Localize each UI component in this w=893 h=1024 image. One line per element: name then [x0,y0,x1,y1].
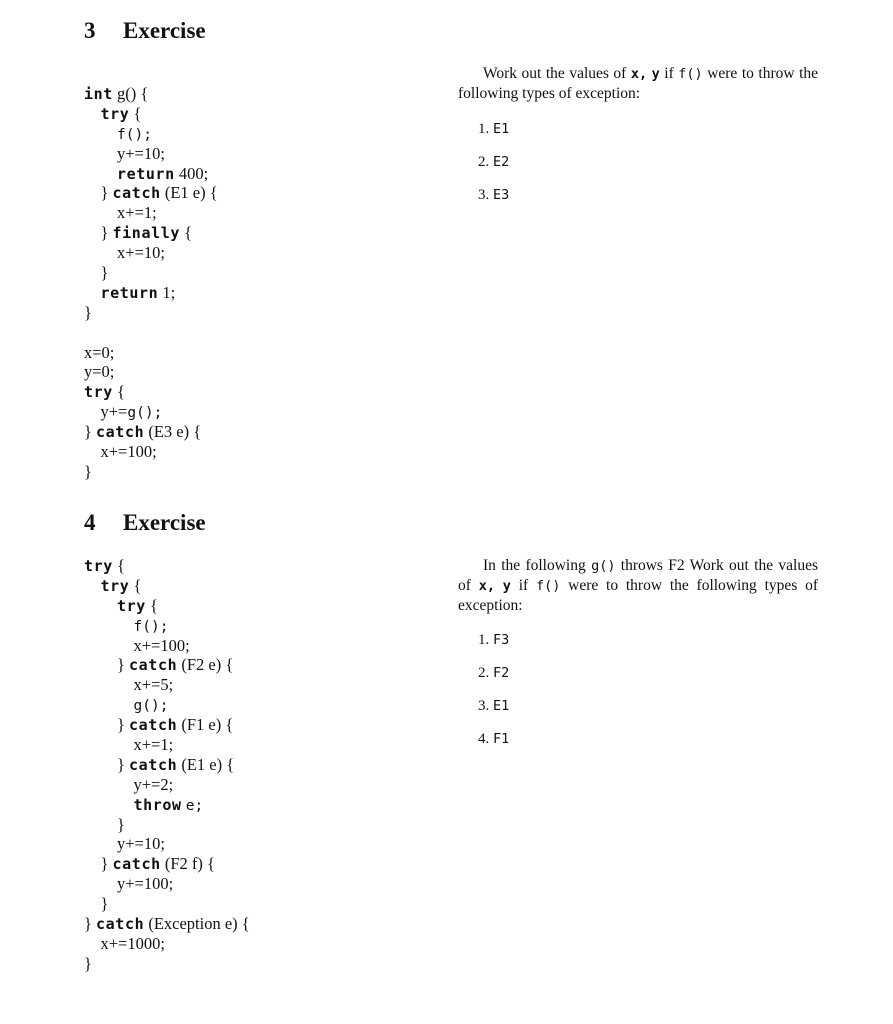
code-line [84,402,218,422]
code-token: x=0; [84,342,115,362]
code-keyword: int [84,85,113,103]
exception-type: E2 [493,154,510,170]
var-x: x, [630,66,648,82]
code-line [84,556,250,576]
exercise-3-options [478,121,509,220]
list-item [478,632,509,665]
code-keyword: finally [112,224,180,243]
code-line [84,263,218,283]
item-number: 2. [478,154,490,170]
code-keyword: try [84,383,113,402]
code-line [84,462,218,482]
code-line [84,894,250,914]
section-title: Exercise [123,18,206,43]
section-4-heading [84,510,206,536]
code-token: x+=100; [84,635,190,655]
prompt-text: were to throw the following types of exception: [458,65,819,102]
code-token [84,795,134,814]
code-line [84,422,218,442]
code-token: { [129,103,142,123]
code-line [84,775,250,795]
code-line [84,596,250,616]
code-line [84,695,250,715]
exception-type: E1 [493,121,510,137]
var-y: y [651,66,660,82]
code-line [84,164,218,184]
code-token: } [84,183,113,203]
code-keyword: try [84,557,113,575]
code-line [84,934,250,954]
prompt-text: In the following [483,557,592,574]
prompt-text: if [510,577,536,594]
code-token: x+=1; [84,735,174,755]
code-token: } [84,302,92,322]
var-y: y [502,578,511,594]
code-keyword: catch [129,656,178,675]
code-line [84,442,218,462]
code-token: } [84,422,97,442]
list-item [478,698,509,731]
item-number: 1. [478,121,490,137]
code-token: x+=1; [84,203,157,223]
code-token: (F2 e) { [177,655,234,675]
code-keyword: throw [133,795,182,814]
code-line [84,854,250,874]
code-line [84,834,250,854]
code-token [84,596,117,615]
code-token: (E1 e) { [160,183,218,203]
code-keyword: catch [112,184,161,203]
code-line [84,323,218,343]
code-line [84,655,250,675]
list-item [478,187,509,220]
code-token: } [84,655,130,675]
code-token: } [84,814,125,834]
code-token: 1; [158,282,176,302]
code-token: } [84,461,92,481]
code-token: (E3 e) { [144,422,202,442]
code-line [84,84,218,104]
code-line [84,183,218,203]
code-line [84,675,250,695]
code-token: } [84,223,113,243]
code-token: (Exception e) { [144,914,250,934]
code-token: y+=10; [84,834,165,854]
code-token: g(); [133,698,169,715]
code-token: y+=10; [84,143,165,163]
code-token [84,124,117,143]
code-token: (E1 e) { [177,754,235,774]
code-token: 400; [174,163,209,183]
code-line [84,715,250,735]
code-token: f(); [133,618,169,635]
code-line [84,616,250,636]
code-token [84,104,101,123]
section-number: 3 [84,18,96,43]
code-keyword: try [100,104,130,123]
code-line [84,223,218,243]
code-line [84,283,218,303]
item-number: 4. [478,731,490,747]
code-line [84,914,250,934]
code-token: y+=2; [84,774,174,794]
code-token: (F1 e) { [177,715,234,735]
code-keyword: catch [96,915,145,934]
exception-type: E1 [493,698,510,714]
code-line [84,874,250,894]
var-x: x, [478,578,495,594]
code-line [84,382,218,402]
exercise-3-prompt [458,64,818,104]
prompt-text: throws F2 Work out the values of [458,557,818,594]
code-token: y+= [84,402,128,422]
code-line [84,954,250,974]
prompt-text: were to throw the following types of exception: [458,577,819,614]
code-token: } [84,754,130,774]
code-line [84,795,250,815]
exception-type: E3 [493,187,510,203]
code-line [84,735,250,755]
exception-type: F2 [493,665,510,681]
code-token: } [84,953,92,973]
code-token [84,616,134,635]
code-token: { [112,556,125,575]
code-keyword: try [100,576,130,595]
code-line [84,755,250,775]
code-token: { [145,595,158,615]
code-token: g(); [127,405,163,422]
code-keyword: catch [129,755,178,774]
code-keyword: return [100,283,159,302]
exception-type: F3 [493,632,510,648]
code-token: x+=100; [84,442,157,462]
exception-type: F1 [493,731,510,747]
code-line [84,303,218,323]
code-keyword: return [117,164,175,183]
code-keyword: catch [112,855,161,874]
list-item [478,121,509,154]
item-number: 2. [478,665,490,681]
code-line [84,343,218,363]
code-token: } [84,894,109,914]
list-item [478,665,509,698]
code-keyword: try [117,596,146,615]
code-line [84,636,250,656]
code-token: { [112,382,125,402]
code-line [84,576,250,596]
code-block-exercise-3 [84,84,218,482]
code-token: } [84,263,109,283]
section-3-heading [84,18,206,44]
code-line [84,124,218,144]
func-f: f() [535,578,561,594]
code-token: { [179,223,193,243]
section-number: 4 [84,510,96,535]
code-block-exercise-4 [84,556,250,974]
code-line [84,243,218,263]
code-token: } [84,914,97,934]
item-number: 3. [478,698,490,714]
code-line [84,362,218,382]
code-token: x+=10; [84,243,165,263]
code-token: { [129,575,142,595]
func-f: f() [678,66,703,82]
code-token: (F2 f) { [160,854,215,874]
item-number: 1. [478,632,490,648]
code-keyword: catch [129,716,178,735]
prompt-text: Work out the values of [483,65,631,82]
code-keyword: catch [96,423,145,442]
code-token: } [84,854,113,874]
exercise-4-prompt [458,556,818,616]
section-title: Exercise [123,510,206,535]
func-g: g() [591,558,616,574]
code-token [84,695,134,714]
code-line [84,144,218,164]
exercise-4-options [478,632,509,764]
code-token [84,283,101,302]
code-token [84,164,117,183]
code-line [84,203,218,223]
code-token: x+=5; [84,675,174,695]
list-item [478,731,509,764]
code-token: x+=1000; [84,933,165,953]
code-token: y+=100; [84,874,174,894]
list-item [478,154,509,187]
code-token: y=0; [84,362,115,382]
code-token: f(); [117,126,152,143]
code-token: g() { [112,84,149,103]
code-line [84,815,250,835]
prompt-text: if [659,65,679,82]
code-line [84,104,218,124]
code-token [84,576,101,595]
item-number: 3. [478,187,490,203]
code-token: e; [185,797,204,814]
code-token: } [84,715,130,735]
